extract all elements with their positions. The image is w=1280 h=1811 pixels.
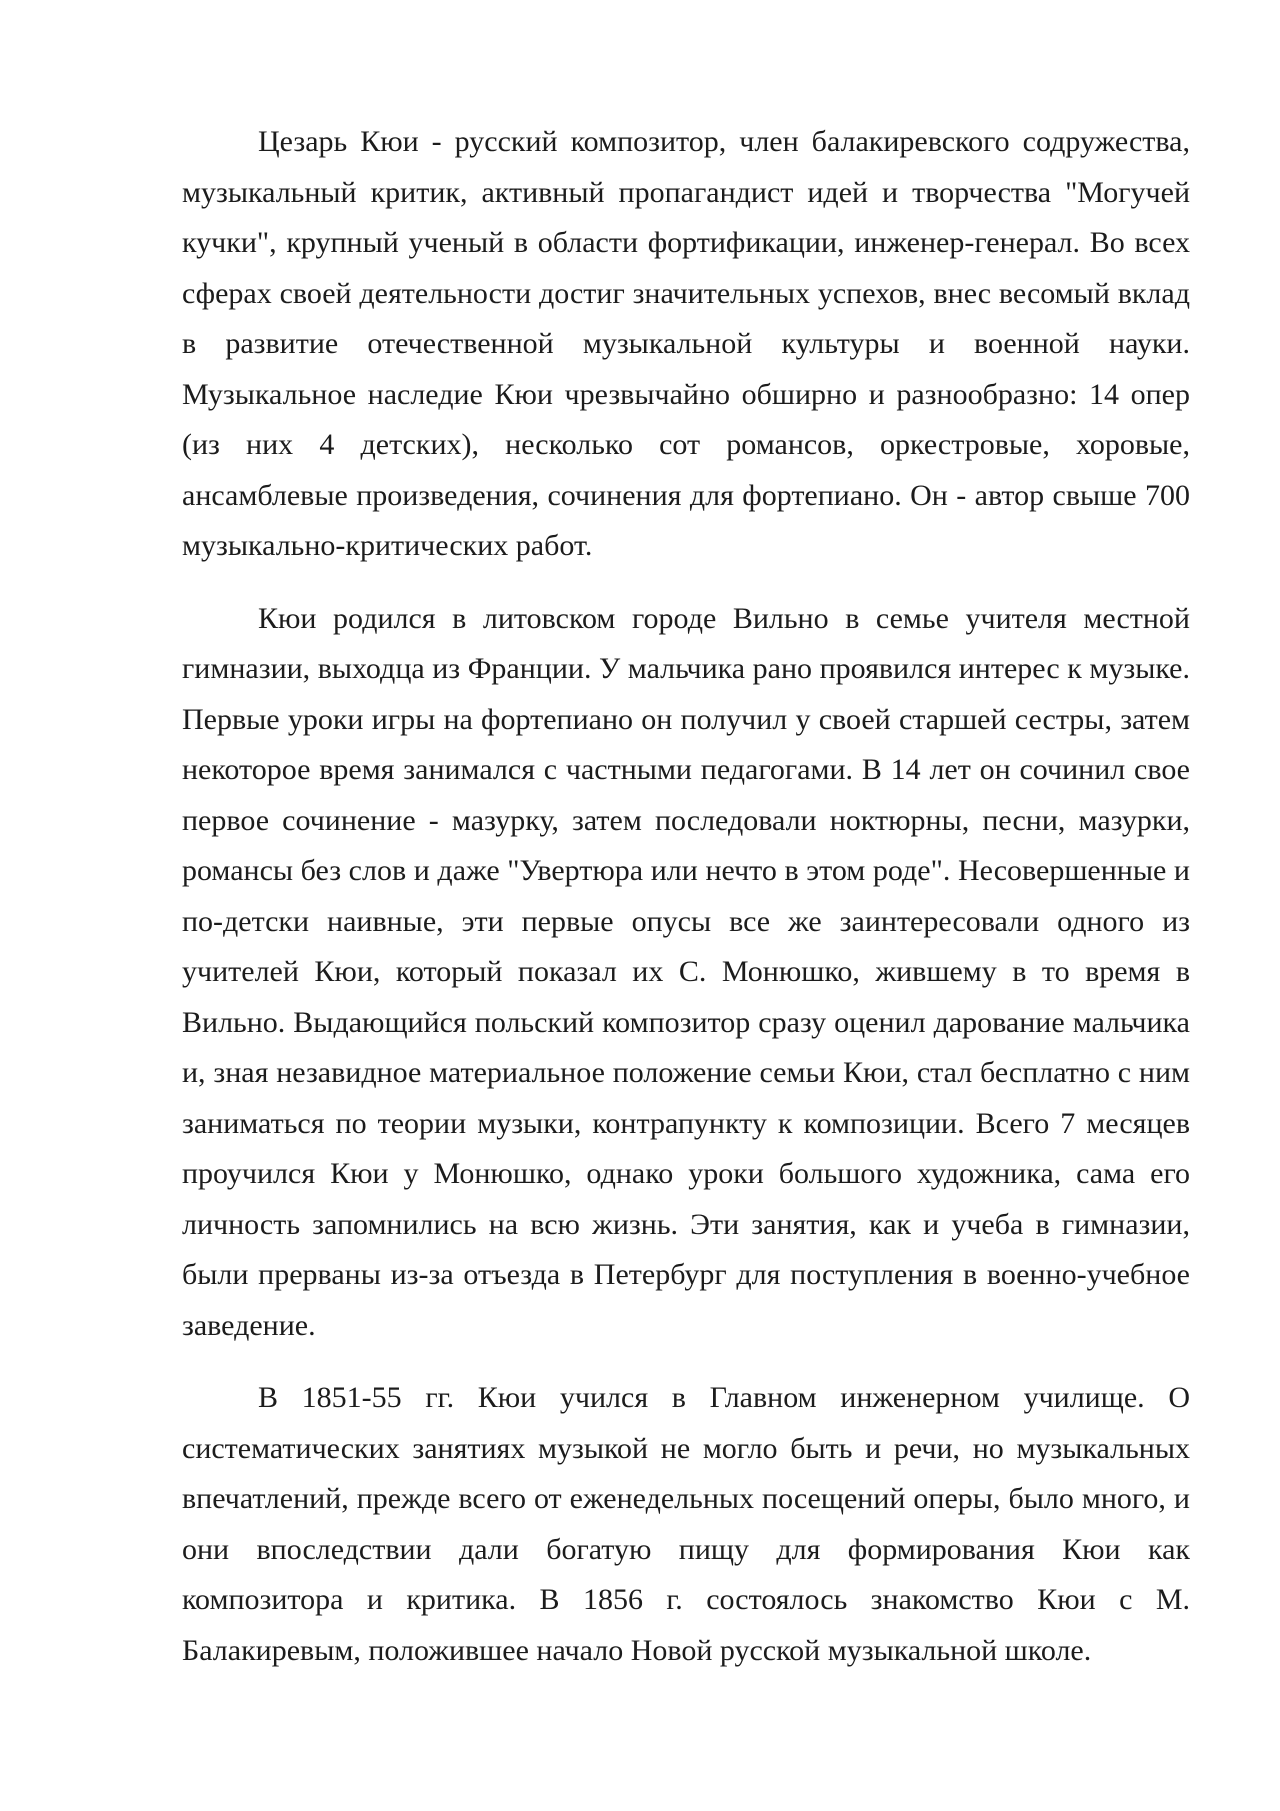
document-body — [182, 117, 1190, 1676]
paragraph-cui-childhood: Кюи родился в литовском городе Вильно в семье учителя местной гимназии, выходца из Франции. У мальчика рано проявился интерес к музыке. Первые уроки игры на фортепиано он получил у своей старшей сестры, затем некоторое время занимался с частными педагогами. В 14 лет он сочинил свое первое сочинение - мазурку, затем последовали ноктюрны, песни, мазурки, романсы без слов и даже "Увертюра или нечто в этом роде". Несовершенные и по-детски наивные, эти первые опусы все же заинтересовали одного из учителей Кюи, который показал их С. Монюшко, жившему в то время в Вильно. Выдающийся польский композитор сразу оценил дарование мальчика и, зная незавидное материальное положение семьи Кюи, стал бесплатно с ним заниматься по теории музыки, контрапункту к композиции. Всего 7 месяцев проучился Кюи у Монюшко, однако уроки большого художника, сама его личность запомнились на всю жизнь. Эти занятия, как и учеба в гимназии, были прерваны из-за отъезда в Петербург для поступления в военно-учебное заведение. — [182, 601, 1190, 1342]
paragraph-cui-engineering-school: В 1851-55 гг. Кюи учился в Главном инженерном училище. О систематических занятиях музыкой не могло быть и речи, но музыкальных впечатлений, прежде всего от еженедельных посещений оперы, было много, и они впоследствии дали богатую пищу для формирования Кюи как композитора и критика. В 1856 г. состоялось знакомство Кюи с М. Балакиревым, положившее начало Новой русской музыкальной школе. — [182, 1381, 1190, 1667]
paragraph-cui-introduction: Цезарь Кюи - русский композитор, член балакиревского содружества, музыкальный критик, активный пропагандист идей и творчества "Могучей кучки", крупный ученый в области фортификации, инженер-генерал. Во всех сферах своей деятельности достиг значительных успехов, внес весомый вклад в развитие отечественной музыкальной культуры и военной науки. Музыкальное наследие Кюи чрезвычайно обширно и разнообразно: 14 опер (из них 4 детских), несколько сот романсов, оркестровые, хоровые, ансамблевые произведения, сочинения для фортепиано. Он - автор свыше 700 музыкально-критических работ. — [182, 125, 1190, 562]
